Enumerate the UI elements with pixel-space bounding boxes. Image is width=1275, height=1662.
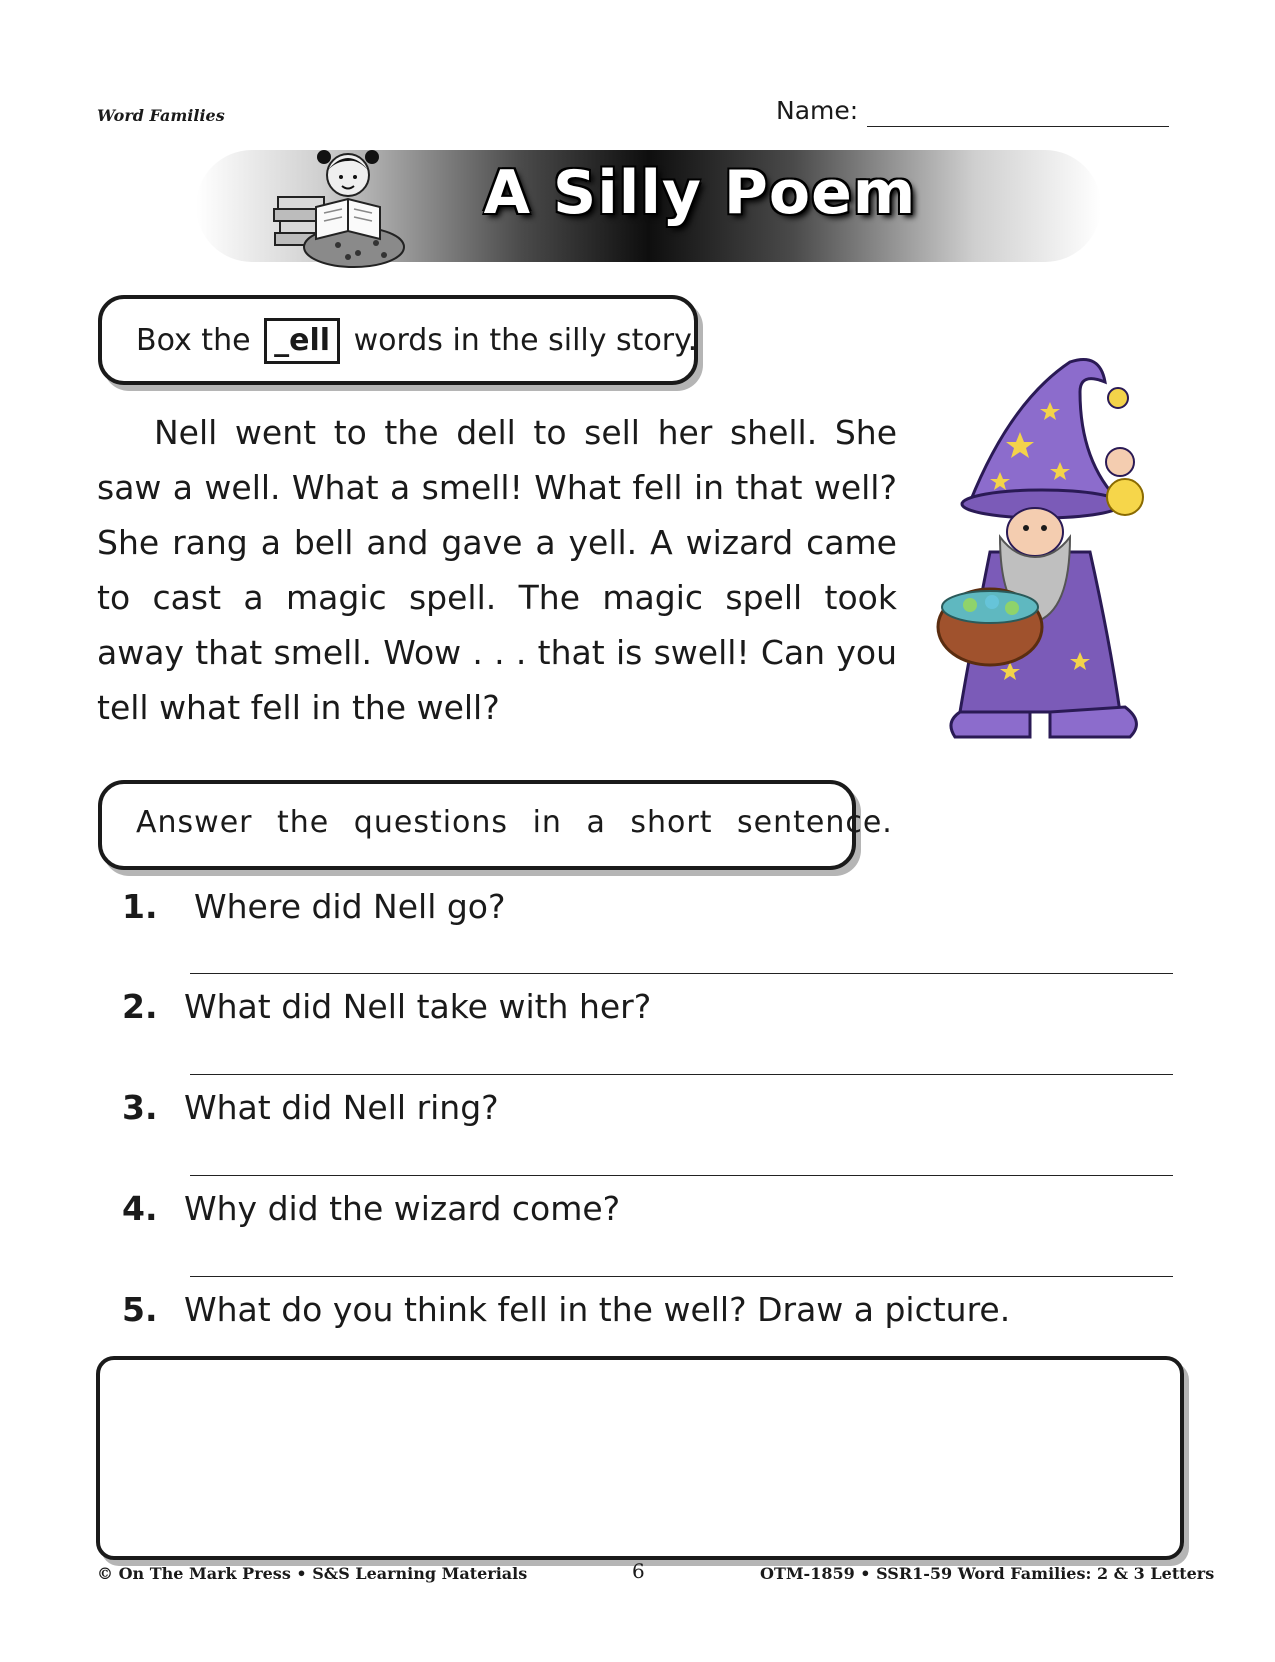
name-label: Name: [776,96,859,125]
answer-line-1[interactable] [190,973,1173,974]
answer-line-4[interactable] [190,1276,1173,1277]
reading-girl-illustration [272,135,412,270]
answer-line-2[interactable] [190,1074,1173,1075]
instruction-prefix: Box the [136,323,251,358]
footer-copyright: © On The Mark Press • S&S Learning Materials [97,1564,528,1583]
page-number: 6 [632,1559,645,1583]
section-label: Word Families [97,106,225,125]
footer-product-code: OTM-1859 • SSR1-59 Word Families: 2 & 3 Letters [760,1564,1215,1583]
question-number: 3. [122,1088,158,1127]
page-title: A Silly Poem [483,158,917,228]
question-text: What did Nell ring? [184,1088,499,1127]
instruction-suffix: words in the silly story. [353,323,698,358]
story-paragraph: Nell went to the dell to sell her shell. She saw a well. What a smell! What fell in that well? She rang a bell and gave a yell. A wizard came to cast a magic spell. The magic spell took away that smell. Wow . . . that is swell! Can you tell what fell in the well? [97,413,897,727]
name-write-line[interactable] [867,126,1169,127]
ell-word-family-box: _ell [264,318,340,364]
question-text: Where did Nell go? [194,887,506,926]
question-number: 2. [122,987,158,1026]
instruction-answer-text: Answer the questions in a short sentence. [136,805,893,840]
question-text: What did Nell take with her? [184,987,652,1026]
instruction-box-words-text [136,318,697,364]
question-text: Why did the wizard come? [184,1189,621,1228]
question-number: 1. [122,887,158,926]
question-number: 4. [122,1189,158,1228]
question-text: What do you think fell in the well? Draw a picture. [184,1290,1011,1329]
silly-story [97,405,897,735]
wizard-illustration [930,352,1170,752]
answer-line-3[interactable] [190,1175,1173,1176]
drawing-box[interactable] [96,1356,1184,1560]
question-number: 5. [122,1290,158,1329]
